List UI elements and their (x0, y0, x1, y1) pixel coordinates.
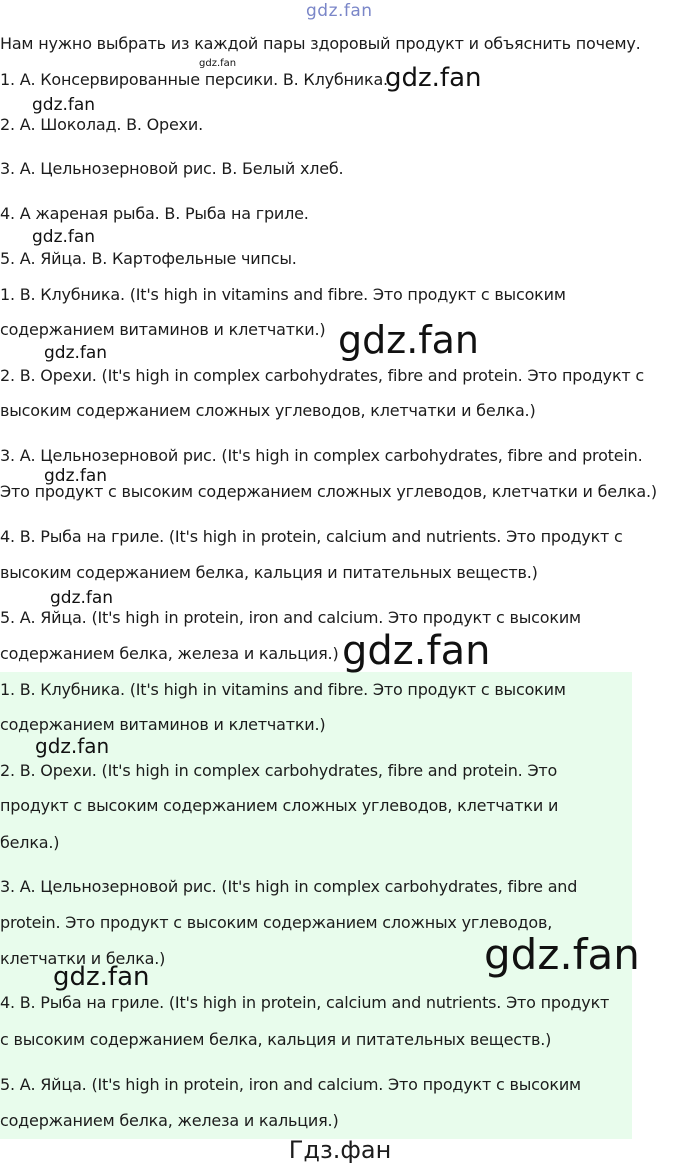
answer-line: содержанием витаминов и клетчатки.) (0, 715, 326, 734)
watermark: gdz.fan (50, 588, 114, 608)
watermark: gdz.fan (32, 227, 96, 247)
answer-line: с высоким содержанием белка, кальция и питательных веществ.) (0, 1030, 552, 1049)
answer-line: продукт с высоким содержанием сложных углеводов, клетчатки и (0, 796, 559, 815)
task-item: 3. А. Цельнозерновой рис. В. Белый хлеб. (0, 159, 344, 178)
top-watermark: gdz.fan (306, 1, 373, 21)
watermark: gdz.fan (35, 734, 110, 758)
answer-line: 1. В. Клубника. (It's high in vitamins and fibre. Это продукт с высоким (0, 285, 566, 304)
tiny-watermark: gdz.fan (199, 58, 237, 69)
answer-line: 3. А. Цельнозерновой рис. (It's high in complex carbohydrates, fibre and protein. (0, 446, 643, 465)
answer-line: 5. А. Яйца. (It's high in protein, iron and calcium. Это продукт с высоким (0, 1075, 581, 1094)
answer-line: 4. В. Рыба на гриле. (It's high in protein, calcium and nutrients. Это продукт с (0, 527, 623, 546)
watermark: gdz.fan (53, 962, 150, 992)
answer-line: 4. В. Рыба на гриле. (It's high in protein, calcium and nutrients. Это продукт (0, 993, 610, 1012)
footer-watermark: Гдз.фан (288, 1136, 392, 1164)
answer-line: высоким содержанием сложных углеводов, клетчатки и белка.) (0, 401, 536, 420)
answer-line: protein. Это продукт с высоким содержанием сложных углеводов, (0, 913, 553, 932)
answer-line: высоким содержанием белка, кальция и питательных веществ.) (0, 563, 538, 582)
task-item: 5. А. Яйца. В. Картофельные чипсы. (0, 249, 297, 268)
watermark: gdz.fan (338, 318, 480, 362)
task-item: 2. А. Шоколад. В. Орехи. (0, 115, 203, 134)
answer-line: содержанием белка, железа и кальция.) (0, 644, 339, 663)
answer-line: 3. А. Цельнозерновой рис. (It's high in complex carbohydrates, fibre and (0, 877, 578, 896)
watermark: gdz.fan (385, 63, 482, 93)
answer-line: Это продукт с высоким содержанием сложных углеводов, клетчатки и белка.) (0, 482, 657, 501)
task-item: 1. А. Консервированные персики. В. Клубника. (0, 70, 388, 89)
watermark: gdz.fan (342, 628, 491, 674)
answer-line: содержанием белка, железа и кальция.) (0, 1111, 339, 1130)
watermark: gdz.fan (44, 466, 108, 486)
answer-line: 1. В. Клубника. (It's high in vitamins and fibre. Это продукт с высоким (0, 680, 566, 699)
task-prompt: Нам нужно выбрать из каждой пары здоровый продукт и объяснить почему. (0, 34, 641, 53)
watermark: gdz.fan (484, 930, 640, 979)
answer-line: белка.) (0, 833, 60, 852)
watermark: gdz.fan (32, 95, 96, 115)
answer-line: 2. В. Орехи. (It's high in complex carbohydrates, fibre and protein. Это (0, 761, 558, 780)
answer-line: 2. В. Орехи. (It's high in complex carbohydrates, fibre and protein. Это продукт с (0, 366, 645, 385)
task-item: 4. А жареная рыба. В. Рыба на гриле. (0, 204, 309, 223)
answer-line: содержанием витаминов и клетчатки.) (0, 320, 326, 339)
answer-line: клетчатки и белка.) (0, 949, 166, 968)
answer-line: 5. А. Яйца. (It's high in protein, iron and calcium. Это продукт с высоким (0, 608, 581, 627)
watermark: gdz.fan (44, 343, 108, 363)
